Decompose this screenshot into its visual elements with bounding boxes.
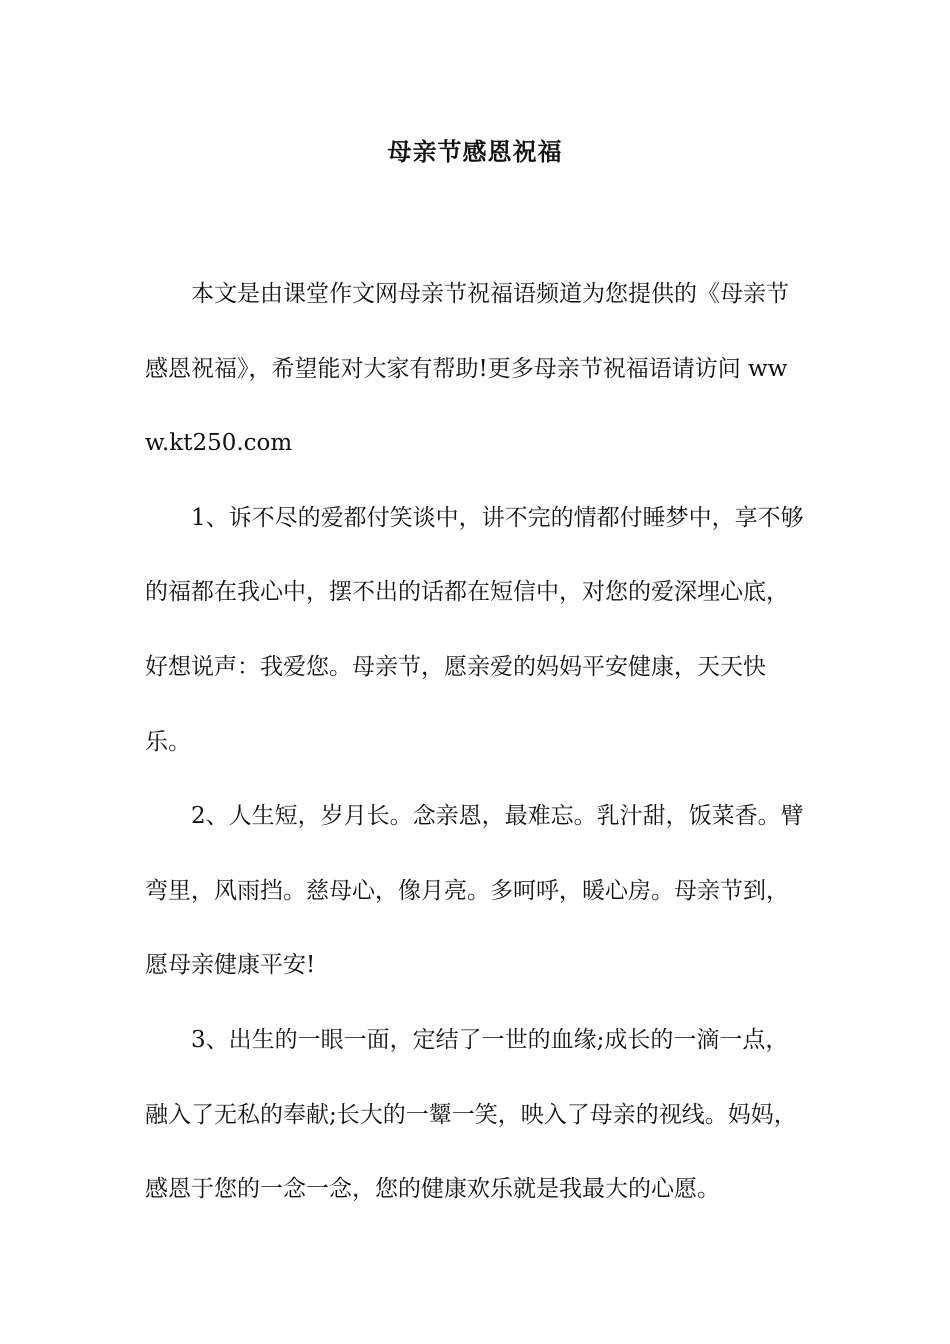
paragraph-blessing-3: 3、出生的一眼一面，定结了一世的血缘;成长的一滴一点，融入了无私的奉献;长大的一颦一笑，映入了母亲的视线。妈妈，感恩于您的一念一念，您的健康欢乐就是我最大的心愿。: [145, 1026, 797, 1203]
document-title: 母亲节感恩祝福: [387, 137, 563, 166]
paragraph-intro: 本文是由课堂作文网母亲节祝福语频道为您提供的《母亲节感恩祝福》，希望能对大家有帮助!更多母亲节祝福语请访问 www.kt250.com: [145, 281, 789, 457]
paragraph-blessing-1: 1、诉不尽的爱都付笑谈中，讲不完的情都付睡梦中，享不够的福都在我心中，摆不出的话都在短信中，对您的爱深埋心底，好想说声：我爱您。母亲节，愿亲爱的妈妈平安健康，天天快乐。: [145, 504, 804, 755]
paragraph-blessing-2: 2、人生短，岁月长。念亲恩，最难忘。乳汁甜，饭菜香。臂弯里，风雨挡。慈母心，像月亮。多呵呼，暖心房。母亲节到，愿母亲健康平安!: [145, 803, 804, 979]
document-body: [145, 257, 805, 1227]
